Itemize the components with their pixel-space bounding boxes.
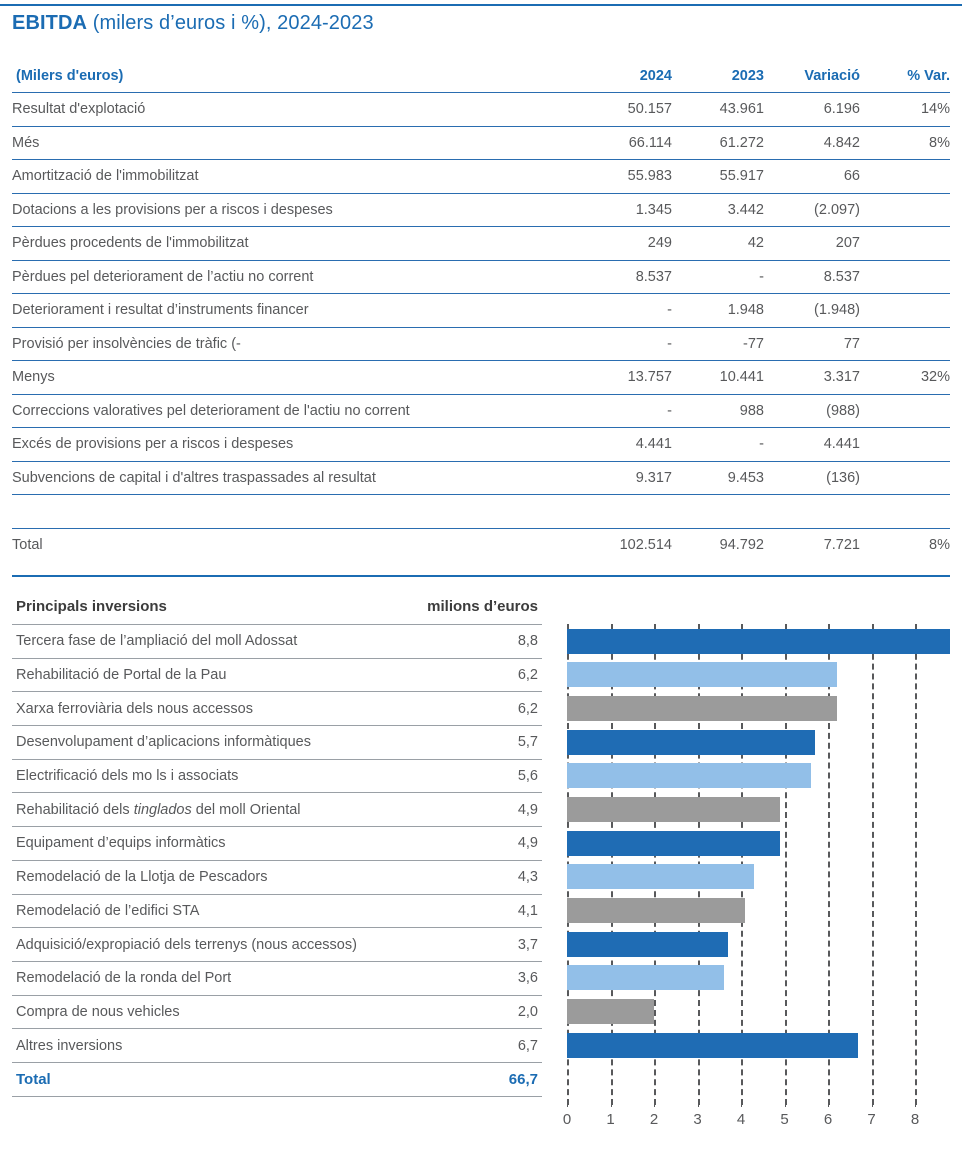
cell-2024: - [580, 394, 672, 428]
cell-2023: 10.441 [672, 361, 764, 395]
cell-2024 [580, 495, 672, 529]
row-label [12, 495, 580, 529]
row-label: Menys [12, 361, 580, 395]
row-label: Total [12, 528, 580, 562]
axis-tick-label: 8 [910, 1111, 920, 1128]
investments-bar-chart [555, 598, 950, 1128]
cell-pct-var [860, 193, 950, 227]
axis-tick-label: 5 [780, 1111, 789, 1128]
column-header-pct-var: % Var. [907, 68, 950, 84]
table-row [12, 227, 950, 261]
investment-amount: 3,6 [423, 961, 542, 995]
investment-label: Electrificació dels mo ls i associats [12, 759, 423, 793]
investment-amount: 4,3 [423, 860, 542, 894]
investment-label: Xarxa ferroviària dels nous accessos [12, 692, 423, 726]
axis-tick [872, 1100, 873, 1107]
chart-bar [567, 797, 780, 822]
list-item [12, 726, 542, 760]
axis-tick-label: 3 [693, 1111, 702, 1128]
chart-bar-row [555, 725, 950, 759]
table-row [12, 361, 950, 395]
investment-amount: 6,7 [423, 1029, 542, 1063]
investment-label: Rehabilitació de Portal de la Pau [12, 658, 423, 692]
cell-variacio [764, 495, 860, 529]
table-row [12, 126, 950, 160]
column-header-2023: 2023 [731, 68, 764, 84]
investment-label: Remodelació de l’edifici STA [12, 894, 423, 928]
axis-tick [567, 1100, 568, 1107]
chart-bar-row [555, 894, 950, 928]
cell-variacio: 77 [764, 327, 860, 361]
row-label: Amortització de l'immobilitzat [12, 160, 580, 194]
axis-tick [654, 1100, 655, 1107]
cell-variacio: 4.441 [764, 428, 860, 462]
axis-tick [785, 1100, 786, 1107]
axis-tick [915, 1100, 916, 1107]
chart-bar [567, 831, 780, 856]
list-item [12, 894, 542, 928]
table-row [12, 528, 950, 562]
ebitda-table [12, 68, 950, 562]
axis-tick [611, 1100, 612, 1107]
investments-bottom-rule [12, 1096, 542, 1097]
row-label: Pèrdues procedents de l'immobilitzat [12, 227, 580, 261]
table-row [12, 461, 950, 495]
row-label: Excés de provisions per a riscos i despeses [12, 428, 580, 462]
cell-pct-var [860, 327, 950, 361]
chart-bar [567, 864, 754, 889]
chart-bars [555, 624, 950, 1105]
cell-2024: 13.757 [580, 361, 672, 395]
list-item [12, 961, 542, 995]
header-rule [0, 4, 962, 6]
chart-bar [567, 662, 837, 687]
axis-tick [828, 1100, 829, 1107]
investment-label: Compra de nous vehicles [12, 995, 423, 1029]
investment-label: Rehabilitació dels tinglados del moll Oriental [12, 793, 423, 827]
cell-variacio: 8.537 [764, 260, 860, 294]
row-label: Correccions valoratives pel deteriorament de l'actiu no corrent [12, 394, 580, 428]
investment-amount: 4,9 [423, 827, 542, 861]
cell-pct-var: 14% [860, 93, 950, 127]
cell-2024: - [580, 327, 672, 361]
table-header-row [12, 68, 950, 93]
row-label: Provisió per insolvències de tràfic (- [12, 327, 580, 361]
cell-2024: - [580, 294, 672, 328]
investment-label: Remodelació de la ronda del Port [12, 961, 423, 995]
investments-header-row [12, 598, 542, 625]
investment-label: Adquisició/expropiació dels terrenys (nous accessos) [12, 928, 423, 962]
cell-2024: 50.157 [580, 93, 672, 127]
investments-total-amount: 66,7 [423, 1062, 542, 1096]
investment-label: Equipament d’equips informàtics [12, 827, 423, 861]
investment-label: Remodelació de la Llotja de Pescadors [12, 860, 423, 894]
investment-label: Desenvolupament d’aplicacions informàtiques [12, 726, 423, 760]
cell-pct-var [860, 160, 950, 194]
cell-pct-var: 8% [860, 126, 950, 160]
cell-2023: - [672, 428, 764, 462]
cell-variacio: (136) [764, 461, 860, 495]
chart-bar-row [555, 658, 950, 692]
table-row [12, 327, 950, 361]
cell-2023: 55.917 [672, 160, 764, 194]
list-item [12, 928, 542, 962]
investment-amount: 6,2 [423, 658, 542, 692]
axis-tick-label: 6 [823, 1111, 833, 1128]
cell-pct-var [860, 294, 950, 328]
cell-2023: 42 [672, 227, 764, 261]
cell-pct-var [860, 260, 950, 294]
cell-2023: 9.453 [672, 461, 764, 495]
cell-2024: 66.114 [580, 126, 672, 160]
row-label: Més [12, 126, 580, 160]
chart-bar-row [555, 860, 950, 894]
chart-bar-row [555, 826, 950, 860]
cell-variacio: 4.842 [764, 126, 860, 160]
cell-pct-var: 32% [860, 361, 950, 395]
chart-bar-row [555, 961, 950, 995]
list-item [12, 1029, 542, 1063]
cell-variacio: (988) [764, 394, 860, 428]
chart-bar-row [555, 792, 950, 826]
investment-amount: 5,7 [423, 726, 542, 760]
row-label: Resultat d'explotació [12, 93, 580, 127]
table-row [12, 93, 950, 127]
investment-amount: 4,9 [423, 793, 542, 827]
cell-2024: 249 [580, 227, 672, 261]
list-item [12, 625, 542, 659]
cell-2023: 988 [672, 394, 764, 428]
axis-tick-label: 0 [562, 1111, 572, 1128]
cell-2023: 43.961 [672, 93, 764, 127]
cell-variacio: (2.097) [764, 193, 860, 227]
page-title [12, 12, 374, 35]
chart-bar-row [555, 1028, 950, 1062]
investment-amount: 5,6 [423, 759, 542, 793]
investment-amount: 2,0 [423, 995, 542, 1029]
cell-pct-var [860, 394, 950, 428]
cell-pct-var: 8% [860, 528, 950, 562]
table-row [12, 495, 950, 529]
row-label: Pèrdues pel deteriorament de l’actiu no corrent [12, 260, 580, 294]
list-item [12, 692, 542, 726]
investments-table [12, 598, 542, 1096]
chart-bar-row [555, 691, 950, 725]
cell-pct-var [860, 428, 950, 462]
investment-amount: 4,1 [423, 894, 542, 928]
chart-bar [567, 999, 654, 1024]
chart-bar [567, 730, 815, 755]
column-header-2024: 2024 [639, 68, 672, 84]
investments-total-row [12, 1062, 542, 1096]
list-item [12, 658, 542, 692]
chart-bar-row [555, 759, 950, 793]
cell-2024: 8.537 [580, 260, 672, 294]
list-item [12, 995, 542, 1029]
investments-header-label: Principals inversions [16, 598, 167, 615]
cell-pct-var [860, 227, 950, 261]
chart-bar [567, 898, 745, 923]
cell-2023: 61.272 [672, 126, 764, 160]
chart-bar [567, 932, 728, 957]
investment-amount: 3,7 [423, 928, 542, 962]
investments-table-body [12, 625, 542, 1097]
page-title-strong: EBITDA [12, 12, 88, 34]
list-item [12, 759, 542, 793]
investment-label: Tercera fase de l’ampliació del moll Adossat [12, 625, 423, 659]
table-row [12, 160, 950, 194]
row-label: Subvencions de capital i d'altres traspassades al resultat [12, 461, 580, 495]
chart-bar [567, 763, 811, 788]
investments-header-amount: milions d’euros [427, 598, 538, 615]
axis-tick-label: 1 [606, 1111, 615, 1128]
ebitda-table-body [12, 93, 950, 562]
cell-2024: 4.441 [580, 428, 672, 462]
cell-2023: -77 [672, 327, 764, 361]
ebitda-table-bottom-rule [12, 575, 950, 577]
row-label: Deteriorament i resultat d’instruments financer [12, 294, 580, 328]
investment-label: Altres inversions [12, 1029, 423, 1063]
axis-tick [698, 1100, 699, 1107]
cell-variacio: 6.196 [764, 93, 860, 127]
cell-2023: 3.442 [672, 193, 764, 227]
investment-amount: 8,8 [423, 625, 542, 659]
chart-bar [567, 696, 837, 721]
cell-pct-var [860, 495, 950, 529]
cell-2024: 1.345 [580, 193, 672, 227]
cell-2024: 55.983 [580, 160, 672, 194]
cell-variacio: 66 [764, 160, 860, 194]
chart-bar [567, 1033, 858, 1058]
axis-tick-label: 2 [649, 1111, 659, 1128]
cell-variacio: (1.948) [764, 294, 860, 328]
list-item [12, 827, 542, 861]
cell-2023: 1.948 [672, 294, 764, 328]
table-row [12, 394, 950, 428]
chart-bar [567, 629, 950, 654]
cell-2024: 9.317 [580, 461, 672, 495]
table-row [12, 428, 950, 462]
column-header-label: (Milers d'euros) [16, 68, 124, 84]
cell-2023: 94.792 [672, 528, 764, 562]
cell-variacio: 3.317 [764, 361, 860, 395]
cell-2023 [672, 495, 764, 529]
chart-bar-row [555, 995, 950, 1029]
chart-bar [567, 965, 724, 990]
cell-variacio: 207 [764, 227, 860, 261]
axis-tick [741, 1100, 742, 1107]
axis-tick-label: 7 [867, 1111, 876, 1128]
cell-pct-var [860, 461, 950, 495]
investments-total-label: Total [12, 1062, 423, 1096]
chart-x-axis [555, 1100, 950, 1148]
table-row [12, 294, 950, 328]
chart-bar-row [555, 624, 950, 658]
cell-2023: - [672, 260, 764, 294]
chart-bar-row [555, 927, 950, 961]
axis-tick-label: 4 [736, 1111, 746, 1128]
cell-2024: 102.514 [580, 528, 672, 562]
list-item [12, 860, 542, 894]
list-item [12, 793, 542, 827]
investment-amount: 6,2 [423, 692, 542, 726]
row-label: Dotacions a les provisions per a riscos i despeses [12, 193, 580, 227]
cell-variacio: 7.721 [764, 528, 860, 562]
page-title-rest: (milers d’euros i %), 2024-2023 [87, 12, 374, 34]
column-header-variacio: Variació [804, 68, 860, 84]
table-row [12, 260, 950, 294]
table-row [12, 193, 950, 227]
